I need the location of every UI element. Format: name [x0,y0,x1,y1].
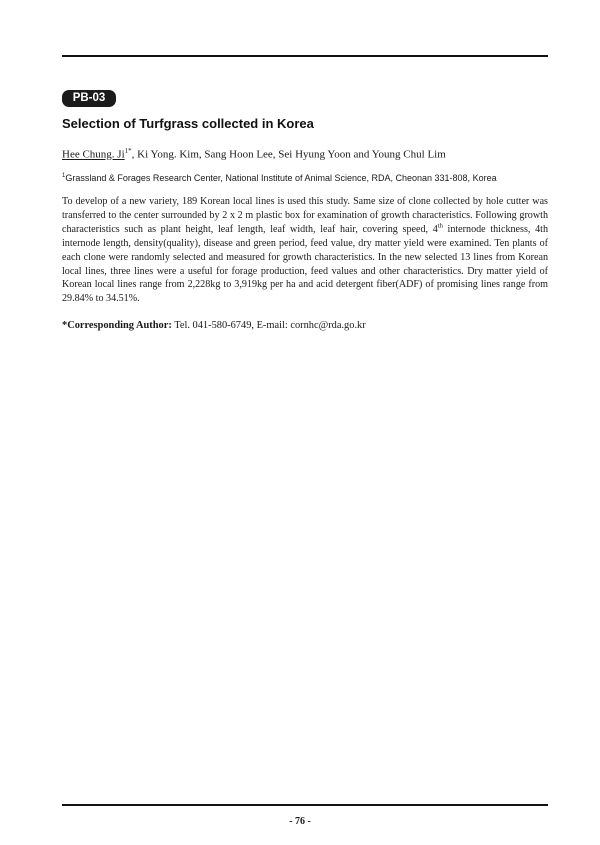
page-number: - 76 - [289,816,311,827]
abstract [62,195,548,306]
abstract-superscript: th [437,222,443,230]
first-author: Hee Chung. Ji [62,148,125,161]
first-author-mark: 1* [124,147,132,155]
corresponding-contact: Tel. 041-580-6749, E-mail: cornhc@rda.go.kr [171,320,366,331]
top-rule [62,55,548,57]
affiliation-mark: 1 [62,173,66,179]
affiliation [62,173,497,183]
bottom-rule [62,804,548,806]
corresponding-label: *Corresponding Author: [62,320,172,331]
corresponding-author [62,320,366,331]
abstract-part-1: To develop of a new variety, 189 Korean local lines is used this study. Same size of clone collected by hole cutter was transferred to the center surrounded by 2 x 2 m plastic box for examination of growth characteristics. Following growth characteristics such as plant height, leaf length, leaf width, leaf hair, covering speed, 4 [62,196,548,235]
co-authors: , Ki Yong. Kim, Sang Hoon Lee, Sei Hyung Yoon and Young Chul Lim [131,148,446,161]
section-badge: PB-03 [62,90,116,107]
author-line [62,147,446,161]
abstract-part-2: internode thickness, 4th internode length, density(quality), disease and green period, feed value, dry matter yield were examined. Ten plants of each clone were randomly selected and measured for growth characteristics. In the new selected 13 lines from Korean local lines, three lines were a useful for forage production, feed values and other characteristics. Dry matter yield of Korean local lines range from 2,228kg to 3,919kg per ha and acid detergent fiber(ADF) of promising lines range from 29.84% to 34.51%. [62,223,548,305]
affiliation-text: Grassland & Forages Research Center, National Institute of Animal Science, RDA, Cheonan 331-808, Korea [65,173,497,183]
paper-title: Selection of Turfgrass collected in Korea [62,116,314,131]
